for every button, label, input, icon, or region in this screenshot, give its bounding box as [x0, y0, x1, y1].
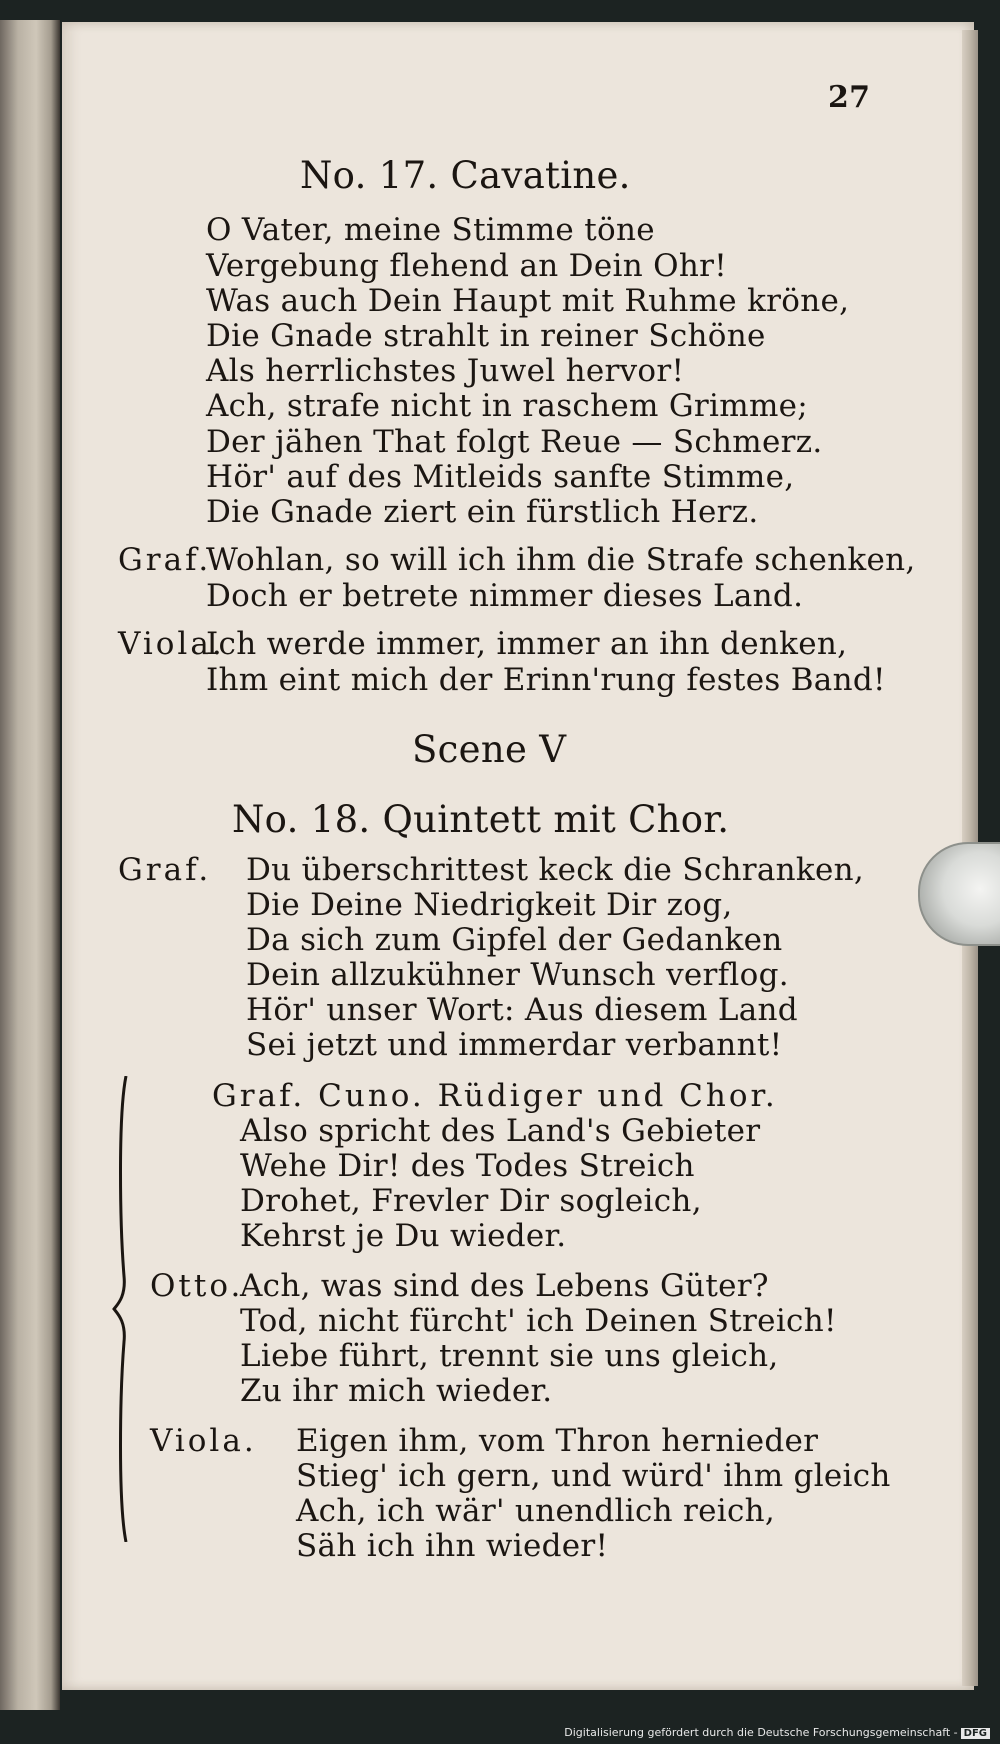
otto-line: Zu ihr mich wieder.	[240, 1373, 553, 1409]
verse-line: Die Gnade strahlt in reiner Schöne	[206, 318, 766, 354]
graf-line: Die Deine Niedrigkeit Dir zog,	[246, 887, 733, 923]
chorus-line: Kehrst je Du wieder.	[240, 1218, 567, 1254]
graf-line: Doch er betrete nimmer dieses Land.	[206, 578, 804, 614]
graf-line: Wohlan, so will ich ihm die Strafe schenken,	[206, 542, 916, 578]
verse-line: Der jähen That folgt Reue — Schmerz.	[206, 424, 823, 460]
viola-line: Eigen ihm, vom Thron hernieder	[296, 1423, 819, 1459]
verse-line: Ach, strafe nicht in raschem Grimme;	[206, 388, 809, 424]
digitization-credit	[564, 1726, 990, 1739]
verse-line: Hör' auf des Mitleids sanfte Stimme,	[206, 459, 795, 495]
speaker-viola: Viola.	[118, 626, 225, 662]
otto-line: Tod, nicht fürcht' ich Deinen Streich!	[240, 1303, 837, 1339]
quintett-heading: No. 18. Quintett mit Chor.	[232, 798, 730, 841]
graf-line: Da sich zum Gipfel der Gedanken	[246, 922, 783, 958]
ensemble-brace	[112, 1076, 138, 1542]
scene-heading: Scene V	[412, 728, 567, 771]
page-number: 27	[828, 80, 871, 115]
dfg-logo: DFG	[961, 1728, 990, 1739]
speaker-otto: Otto.	[150, 1268, 244, 1304]
chorus-line: Drohet, Frevler Dir sogleich,	[240, 1183, 702, 1219]
cavatine-heading: No. 17. Cavatine.	[300, 154, 631, 197]
speaker-graf: Graf.	[118, 852, 212, 888]
adjacent-page-edge	[0, 20, 60, 1710]
credit-text: Digitalisierung gefördert durch die Deutsche Forschungsgemeinschaft -	[564, 1726, 958, 1739]
chorus-line: Wehe Dir! des Todes Streich	[240, 1148, 695, 1184]
graf-line: Du überschrittest keck die Schranken,	[246, 852, 865, 888]
chorus-line: Also spricht des Land's Gebieter	[240, 1113, 761, 1149]
verse-line: O Vater, meine Stimme töne	[206, 212, 655, 248]
speaker-chorus: Graf. Cuno. Rüdiger und Chor.	[212, 1078, 778, 1114]
graf-line: Sei jetzt und immerdar verbannt!	[246, 1027, 783, 1063]
verse-line: Die Gnade ziert ein fürstlich Herz.	[206, 494, 759, 530]
verse-line: Als herrlichstes Juwel hervor!	[206, 353, 685, 389]
verse-line: Was auch Dein Haupt mit Ruhme kröne,	[206, 283, 850, 319]
viola-line: Ihm eint mich der Erinn'rung festes Band!	[206, 662, 886, 698]
viola-line: Säh ich ihn wieder!	[296, 1528, 609, 1564]
otto-line: Ach, was sind des Lebens Güter?	[240, 1268, 769, 1304]
graf-line: Hör' unser Wort: Aus diesem Land	[246, 992, 798, 1028]
speaker-viola: Viola.	[150, 1423, 257, 1459]
viola-line: Ach, ich wär' unendlich reich,	[296, 1493, 776, 1529]
otto-line: Liebe führt, trennt sie uns gleich,	[240, 1338, 779, 1374]
verse-line: Vergebung flehend an Dein Ohr!	[206, 248, 727, 284]
graf-line: Dein allzukühner Wunsch verflog.	[246, 957, 789, 993]
speaker-graf: Graf.	[118, 542, 212, 578]
viola-line: Stieg' ich gern, und würd' ihm gleich	[296, 1458, 891, 1494]
viola-line: Ich werde immer, immer an ihn denken,	[206, 626, 848, 662]
